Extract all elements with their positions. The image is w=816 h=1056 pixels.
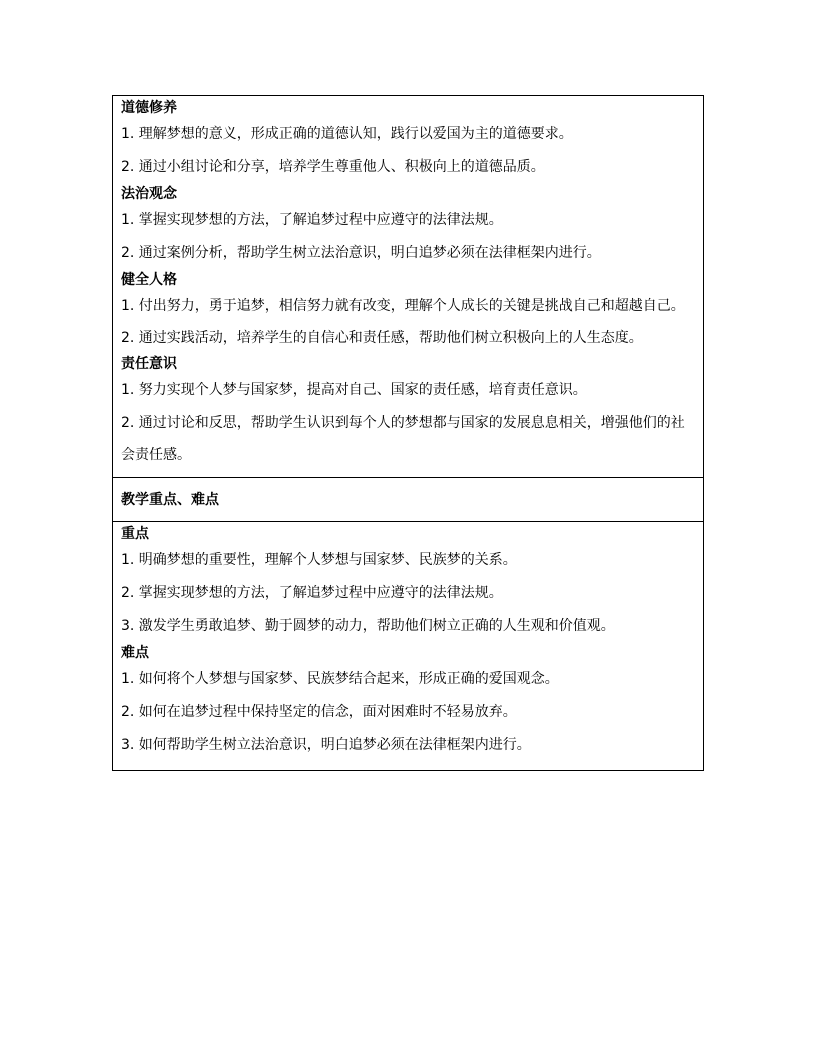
- list-item: 1. 付出努力，勇于追梦，相信努力就有改变，理解个人成长的关键是挑战自己和超越自己。: [121, 298, 685, 314]
- list-item: 1. 理解梦想的意义，形成正确的道德认知，践行以爱国为主的道德要求。: [121, 126, 573, 142]
- section-title: 教学重点、难点: [121, 491, 219, 508]
- group-title-responsibility: 责任意识: [121, 356, 177, 372]
- list-item: 3. 如何帮助学生树立法治意识，明白追梦必须在法律框架内进行。: [121, 737, 531, 753]
- list-item: 2. 掌握实现梦想的方法，了解追梦过程中应遵守的法律法规。: [121, 585, 503, 601]
- group-title-law: 法治观念: [121, 186, 177, 202]
- key-points-cell: [113, 521, 703, 770]
- lesson-plan-table: [112, 95, 704, 771]
- list-item: 1. 掌握实现梦想的方法，了解追梦过程中应遵守的法律法规。: [121, 212, 503, 228]
- list-item: 2. 通过案例分析，帮助学生树立法治意识，明白追梦必须在法律框架内进行。: [121, 245, 601, 261]
- list-item: 1. 如何将个人梦想与国家梦、民族梦结合起来，形成正确的爱国观念。: [121, 671, 559, 687]
- objectives-cell: [113, 96, 703, 477]
- group-title-key: 重点: [121, 526, 149, 542]
- list-item: 2. 通过实践活动，培养学生的自信心和责任感，帮助他们树立积极向上的人生态度。: [121, 330, 643, 346]
- list-item: 2. 通过小组讨论和分享，培养学生尊重他人、积极向上的道德品质。: [121, 159, 545, 175]
- list-item: 3. 激发学生勇敢追梦、勤于圆梦的动力，帮助他们树立正确的人生观和价值观。: [121, 618, 615, 634]
- group-title-personality: 健全人格: [121, 272, 177, 288]
- list-item: 1. 努力实现个人梦与国家梦，提高对自己、国家的责任感，培育责任意识。: [121, 382, 587, 398]
- group-title-difficult: 难点: [121, 645, 149, 661]
- group-title-moral: 道德修养: [121, 100, 177, 116]
- list-item: 2. 如何在追梦过程中保持坚定的信念，面对困难时不轻易放弃。: [121, 704, 517, 720]
- list-item: 1. 明确梦想的重要性，理解个人梦想与国家梦、民族梦的关系。: [121, 552, 517, 568]
- key-points-header-cell: [113, 477, 703, 521]
- list-item: 2. 通过讨论和反思，帮助学生认识到每个人的梦想都与国家的发展息息相关，增强他们的社会责任感。: [121, 415, 685, 463]
